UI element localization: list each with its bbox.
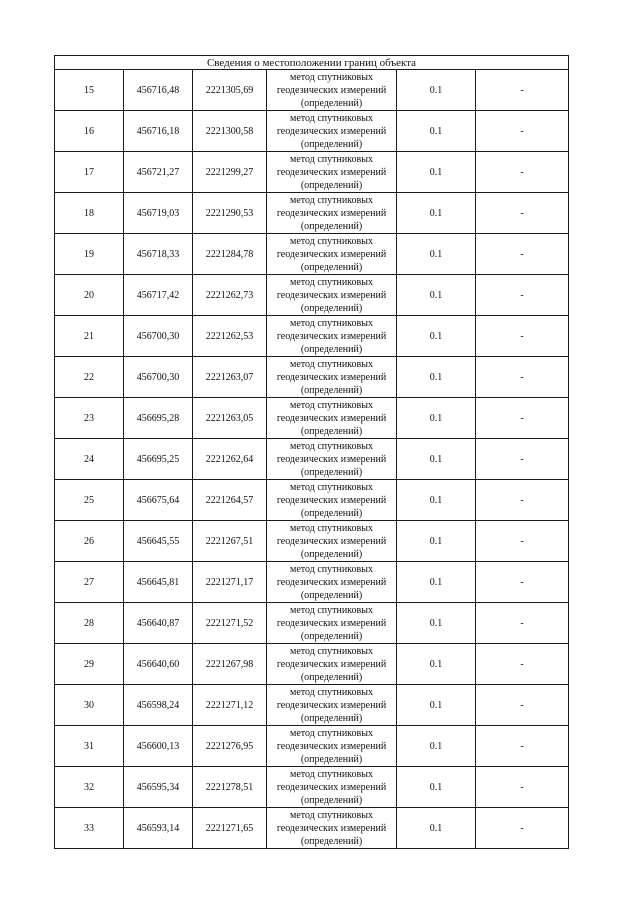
note-cell: - [476, 152, 569, 193]
method-line: метод спутниковых [290, 768, 373, 780]
accuracy-cell: 0.1 [397, 316, 476, 357]
method-line: метод спутниковых [290, 194, 373, 206]
method-line: метод спутниковых [290, 317, 373, 329]
method-line: геодезических измерений [276, 166, 387, 178]
point-number-cell: 30 [55, 685, 124, 726]
method-line: геодезических измерений [276, 535, 387, 547]
method-line: (определений) [300, 589, 363, 601]
x-coordinate-cell: 456721,27 [124, 152, 193, 193]
table-row [55, 111, 569, 152]
x-coordinate-cell: 456716,18 [124, 111, 193, 152]
accuracy-cell: 0.1 [397, 439, 476, 480]
method-line: геодезических измерений [276, 822, 387, 834]
x-coordinate-cell: 456700,30 [124, 316, 193, 357]
note-cell: - [476, 685, 569, 726]
note-cell: - [476, 357, 569, 398]
table-row [55, 193, 569, 234]
point-number-cell: 27 [55, 562, 124, 603]
method-line: метод спутниковых [290, 276, 373, 288]
table-row [55, 562, 569, 603]
method-cell [267, 152, 397, 193]
method-line: (определений) [300, 712, 363, 724]
x-coordinate-cell: 456640,87 [124, 603, 193, 644]
method-line: геодезических измерений [276, 781, 387, 793]
method-line: метод спутниковых [290, 235, 373, 247]
point-number-cell: 24 [55, 439, 124, 480]
note-cell: - [476, 603, 569, 644]
x-coordinate-cell: 456645,55 [124, 521, 193, 562]
method-cell [267, 357, 397, 398]
y-coordinate-cell: 2221300,58 [193, 111, 267, 152]
y-coordinate-cell: 2221267,51 [193, 521, 267, 562]
accuracy-cell: 0.1 [397, 152, 476, 193]
point-number-cell: 17 [55, 152, 124, 193]
method-line: (определений) [300, 343, 363, 355]
note-cell: - [476, 521, 569, 562]
accuracy-cell: 0.1 [397, 398, 476, 439]
point-number-cell: 31 [55, 726, 124, 767]
method-line: метод спутниковых [290, 71, 373, 83]
point-number-cell: 32 [55, 767, 124, 808]
method-line: (определений) [300, 507, 363, 519]
method-line: (определений) [300, 138, 363, 150]
method-cell [267, 70, 397, 111]
accuracy-cell: 0.1 [397, 480, 476, 521]
method-line: метод спутниковых [290, 112, 373, 124]
note-cell: - [476, 193, 569, 234]
point-number-cell: 26 [55, 521, 124, 562]
table-row [55, 152, 569, 193]
x-coordinate-cell: 456593,14 [124, 808, 193, 849]
method-line: геодезических измерений [276, 699, 387, 711]
y-coordinate-cell: 2221262,64 [193, 439, 267, 480]
point-number-cell: 19 [55, 234, 124, 275]
note-cell: - [476, 111, 569, 152]
method-line: геодезических измерений [276, 371, 387, 383]
method-line: (определений) [300, 384, 363, 396]
table-row [55, 357, 569, 398]
table-title: Сведения о местоположении границ объекта [55, 56, 569, 70]
x-coordinate-cell: 456600,13 [124, 726, 193, 767]
x-coordinate-cell: 456719,03 [124, 193, 193, 234]
y-coordinate-cell: 2221267,98 [193, 644, 267, 685]
method-cell [267, 316, 397, 357]
method-line: метод спутниковых [290, 563, 373, 575]
method-line: геодезических измерений [276, 207, 387, 219]
method-line: геодезических измерений [276, 330, 387, 342]
point-number-cell: 16 [55, 111, 124, 152]
method-line: (определений) [300, 794, 363, 806]
x-coordinate-cell: 456716,48 [124, 70, 193, 111]
method-line: метод спутниковых [290, 522, 373, 534]
method-line: геодезических измерений [276, 494, 387, 506]
method-line: метод спутниковых [290, 481, 373, 493]
method-line: геодезических измерений [276, 658, 387, 670]
table-row [55, 234, 569, 275]
point-number-cell: 15 [55, 70, 124, 111]
method-line: геодезических измерений [276, 289, 387, 301]
y-coordinate-cell: 2221299,27 [193, 152, 267, 193]
method-cell [267, 603, 397, 644]
method-line: метод спутниковых [290, 727, 373, 739]
note-cell: - [476, 439, 569, 480]
method-cell [267, 193, 397, 234]
point-number-cell: 18 [55, 193, 124, 234]
note-cell: - [476, 767, 569, 808]
table-row [55, 275, 569, 316]
method-cell [267, 808, 397, 849]
accuracy-cell: 0.1 [397, 275, 476, 316]
note-cell: - [476, 562, 569, 603]
method-line: геодезических измерений [276, 617, 387, 629]
note-cell: - [476, 726, 569, 767]
y-coordinate-cell: 2221284,78 [193, 234, 267, 275]
method-cell [267, 767, 397, 808]
table-title-row [55, 56, 569, 70]
note-cell: - [476, 234, 569, 275]
method-line: геодезических измерений [276, 84, 387, 96]
method-cell [267, 644, 397, 685]
method-line: (определений) [300, 466, 363, 478]
accuracy-cell: 0.1 [397, 193, 476, 234]
accuracy-cell: 0.1 [397, 808, 476, 849]
table-row [55, 316, 569, 357]
point-number-cell: 28 [55, 603, 124, 644]
method-line: (определений) [300, 835, 363, 847]
note-cell: - [476, 644, 569, 685]
y-coordinate-cell: 2221276,95 [193, 726, 267, 767]
point-number-cell: 33 [55, 808, 124, 849]
x-coordinate-cell: 456718,33 [124, 234, 193, 275]
method-line: метод спутниковых [290, 645, 373, 657]
y-coordinate-cell: 2221305,69 [193, 70, 267, 111]
point-number-cell: 29 [55, 644, 124, 685]
y-coordinate-cell: 2221278,51 [193, 767, 267, 808]
method-line: (определений) [300, 425, 363, 437]
y-coordinate-cell: 2221271,52 [193, 603, 267, 644]
method-line: метод спутниковых [290, 604, 373, 616]
method-line: геодезических измерений [276, 740, 387, 752]
note-cell: - [476, 275, 569, 316]
accuracy-cell: 0.1 [397, 234, 476, 275]
table-row [55, 808, 569, 849]
method-line: (определений) [300, 753, 363, 765]
note-cell: - [476, 316, 569, 357]
y-coordinate-cell: 2221263,05 [193, 398, 267, 439]
note-cell: - [476, 398, 569, 439]
x-coordinate-cell: 456717,42 [124, 275, 193, 316]
y-coordinate-cell: 2221271,65 [193, 808, 267, 849]
table-row [55, 398, 569, 439]
table-row [55, 439, 569, 480]
x-coordinate-cell: 456595,34 [124, 767, 193, 808]
table-body [55, 56, 569, 849]
x-coordinate-cell: 456695,28 [124, 398, 193, 439]
accuracy-cell: 0.1 [397, 767, 476, 808]
x-coordinate-cell: 456640,60 [124, 644, 193, 685]
y-coordinate-cell: 2221271,12 [193, 685, 267, 726]
table-row [55, 480, 569, 521]
x-coordinate-cell: 456598,24 [124, 685, 193, 726]
y-coordinate-cell: 2221264,57 [193, 480, 267, 521]
method-cell [267, 726, 397, 767]
method-line: метод спутниковых [290, 153, 373, 165]
accuracy-cell: 0.1 [397, 111, 476, 152]
table-row [55, 767, 569, 808]
method-cell [267, 439, 397, 480]
method-line: (определений) [300, 671, 363, 683]
method-line: метод спутниковых [290, 358, 373, 370]
accuracy-cell: 0.1 [397, 357, 476, 398]
x-coordinate-cell: 456700,30 [124, 357, 193, 398]
method-line: геодезических измерений [276, 125, 387, 137]
table-row [55, 70, 569, 111]
table-row [55, 726, 569, 767]
point-number-cell: 21 [55, 316, 124, 357]
accuracy-cell: 0.1 [397, 521, 476, 562]
method-line: метод спутниковых [290, 399, 373, 411]
point-number-cell: 22 [55, 357, 124, 398]
accuracy-cell: 0.1 [397, 685, 476, 726]
method-cell [267, 234, 397, 275]
accuracy-cell: 0.1 [397, 726, 476, 767]
method-cell [267, 521, 397, 562]
method-line: (определений) [300, 302, 363, 314]
method-cell [267, 111, 397, 152]
method-cell [267, 562, 397, 603]
method-line: геодезических измерений [276, 248, 387, 260]
note-cell: - [476, 480, 569, 521]
table-row [55, 644, 569, 685]
method-line: (определений) [300, 179, 363, 191]
x-coordinate-cell: 456645,81 [124, 562, 193, 603]
x-coordinate-cell: 456695,25 [124, 439, 193, 480]
method-line: (определений) [300, 548, 363, 560]
method-line: (определений) [300, 630, 363, 642]
accuracy-cell: 0.1 [397, 603, 476, 644]
x-coordinate-cell: 456675,64 [124, 480, 193, 521]
accuracy-cell: 0.1 [397, 562, 476, 603]
method-line: геодезических измерений [276, 453, 387, 465]
note-cell: - [476, 808, 569, 849]
y-coordinate-cell: 2221290,53 [193, 193, 267, 234]
table-row [55, 521, 569, 562]
method-line: метод спутниковых [290, 686, 373, 698]
method-line: (определений) [300, 220, 363, 232]
method-cell [267, 480, 397, 521]
note-cell: - [476, 70, 569, 111]
point-number-cell: 20 [55, 275, 124, 316]
y-coordinate-cell: 2221263,07 [193, 357, 267, 398]
method-line: метод спутниковых [290, 440, 373, 452]
method-cell [267, 275, 397, 316]
point-number-cell: 25 [55, 480, 124, 521]
y-coordinate-cell: 2221262,53 [193, 316, 267, 357]
method-line: (определений) [300, 97, 363, 109]
method-cell [267, 398, 397, 439]
method-line: метод спутниковых [290, 809, 373, 821]
table-row [55, 685, 569, 726]
method-line: (определений) [300, 261, 363, 273]
method-line: геодезических измерений [276, 576, 387, 588]
accuracy-cell: 0.1 [397, 70, 476, 111]
method-line: геодезических измерений [276, 412, 387, 424]
boundary-points-table [54, 55, 569, 849]
y-coordinate-cell: 2221262,73 [193, 275, 267, 316]
point-number-cell: 23 [55, 398, 124, 439]
accuracy-cell: 0.1 [397, 644, 476, 685]
method-cell [267, 685, 397, 726]
table-row [55, 603, 569, 644]
y-coordinate-cell: 2221271,17 [193, 562, 267, 603]
